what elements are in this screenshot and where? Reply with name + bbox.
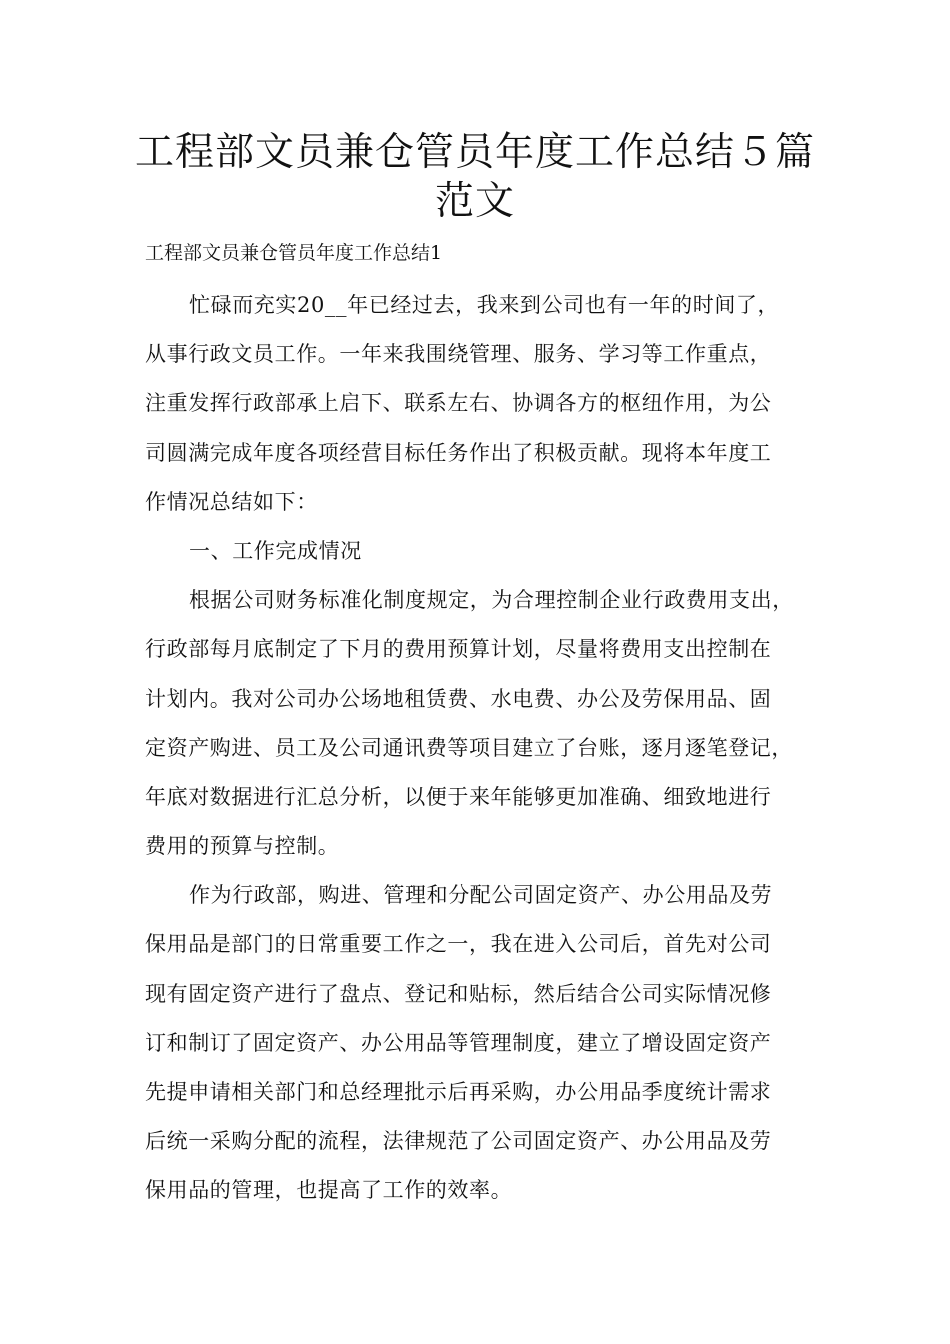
text-line: 注重发挥行政部承上启下、联系左右、协调各方的枢纽作用，为公 <box>145 391 772 416</box>
section-subtitle: 工程部文员兼仓管员年度工作总结1 <box>145 242 443 264</box>
text-line: 现有固定资产进行了盘点、登记和贴标，然后结合公司实际情况修 <box>145 981 772 1006</box>
section-heading: 一、工作完成情况 <box>189 538 362 563</box>
text-line: 费用的预算与控制。 <box>145 834 340 859</box>
text-line: 订和制订了固定资产、办公用品等管理制度，建立了增设固定资产 <box>145 1030 772 1055</box>
text-line: 年底对数据进行汇总分析，以便于来年能够更加准确、细致地进行 <box>145 784 772 809</box>
text-line: 保用品是部门的日常重要工作之一，我在进入公司后，首先对公司 <box>145 932 772 957</box>
title-line-2: 范文 <box>434 179 515 224</box>
text-line: 先提申请相关部门和总经理批示后再采购，办公用品季度统计需求 <box>145 1080 772 1104</box>
text-line: 作为行政部，购进、管理和分配公司固定资产、办公用品及劳 <box>189 883 773 908</box>
title-line-1: 工程部文员兼仓管员年度工作总结５篇 <box>134 130 815 175</box>
text-line: 后统一采购分配的流程，法律规范了公司固定资产、办公用品及劳 <box>145 1129 772 1154</box>
text-line: 忙碌而充实20__年已经过去，我来到公司也有一年的时间了， <box>189 293 780 317</box>
document-title <box>120 128 830 226</box>
text-line: 从事行政文员工作。一年来我围绕管理、服务、学习等工作重点， <box>145 342 772 367</box>
text-line: 计划内。我对公司办公场地租赁费、水电费、办公及劳保用品、固 <box>145 686 772 711</box>
text-line: 行政部每月底制定了下月的费用预算计划，尽量将费用支出控制在 <box>145 637 772 662</box>
text-line: 保用品的管理，也提高了工作的效率。 <box>145 1178 513 1203</box>
text-line: 定资产购进、员工及公司通讯费等项目建立了台账，逐月逐笔登记， <box>145 735 793 760</box>
text-line: 司圆满完成年度各项经营目标任务作出了积极贡献。现将本年度工 <box>145 440 772 465</box>
body-text <box>145 281 810 1216</box>
text-line: 根据公司财务标准化制度规定，为合理控制企业行政费用支出， <box>189 588 794 613</box>
text-line: 作情况总结如下： <box>145 489 318 514</box>
